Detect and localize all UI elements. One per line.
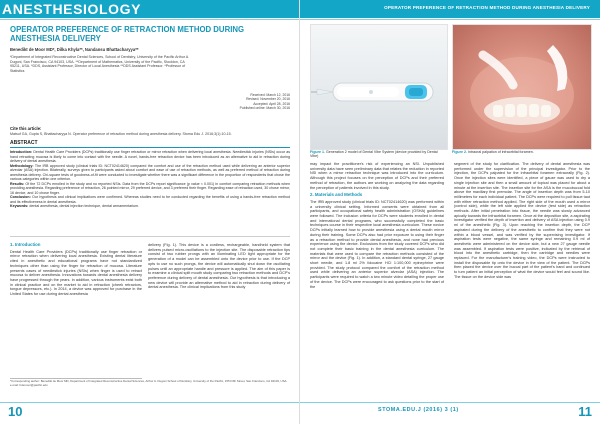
cite-heading: Cite this article: xyxy=(10,126,42,131)
abstract-paragraph: Keywords: dental anesthesia, dental injection technique, dental armamentarium. xyxy=(10,204,140,208)
discussion-text: may impact the practitioner's risk of experiencing an NSI. Unpublished university data have seen preliminary data that relates the reduction in reported NSI when a mirror retraction technique was introduced into the curriculum. Although this project focuses on the perception of DCPs and their preferred method of retraction, the authors are working on analyzing the data regarding the perception of patients involved in this study. xyxy=(310,162,444,190)
journal-name: ANESTHESIOLOGY xyxy=(2,1,142,17)
abstract-paragraph: Conclusion: Our hypothesis and clinical implications were confirmed. Whereas studies need to be conducted regarding the benefits of using a hands-free retraction method and its effectiveness in dental anesthesia. xyxy=(10,195,290,204)
abstract-paragraph: Introduction: Dental Health Care Providers (DCPs) traditionally use finger retraction or mirror retraction when delivering local anesthesia. Needlestick injuries (NSIs) occur as hand retracting mucosa is likely to come into contact with the needle. A novel, hands-free retraction device has been introduced as an alternative to aid in retraction during delivery of dental anesthesia. xyxy=(10,150,291,163)
published-date: Published online: March 30, 2016 xyxy=(239,106,290,111)
abstract-heading: ABSTRACT xyxy=(10,140,38,146)
page-number-right: 11 xyxy=(578,404,592,419)
received-date: Received: March 12, 2016 xyxy=(250,93,290,97)
figure-1-device-photo xyxy=(310,24,448,150)
intraoral-illustration xyxy=(453,25,591,149)
author-affiliations: *Department of Integrated Reconstructive Dental Sciences, School of Dentistry, University of the Pacific Arthur A. Dugoni, San Francisco, CA 94103, USA. **Department of Mathematics, University of the Pacific, Stockton, CA 95211, USA. *DDS, Assistant Professor, Director of Local Anesthesia **DDS Assistant Professor. *Professor of Statistics xyxy=(10,55,190,73)
figure-2-caption: Figure 2. Intraoral palpation of infraorbital foramen. xyxy=(452,150,534,154)
methods-heading: 2. Materials and Methods xyxy=(310,192,363,198)
article-title: OPERATOR PREFERENCE OF RETRACTION METHOD DURING ANESTHESIA DELIVERY xyxy=(10,25,245,43)
intro-column-2: delivery (Fig. 1). This device is a cordless, rechargeable, handheld system that delivers pulsed micro-oscillations to the injection site. The disposable retraction tips consist of two rubber prongs with an illuminating LED light appropriate for the generation of a model can be assembled onto the device prior to use. If the DCP opts to use no such prongs, the device will automatically shut down the oscillating pulses until an appropriate handle and pressure is applied. The aim of this paper is to examine a clinical split mouth study comparing two retraction methods and DCP's preference during delivery of dental anesthesia. Our hypothesis is that introducing a new device will provide an alternative method to aid in retraction during delivery of dental anesthesia. The clinical implications from this study xyxy=(148,243,290,290)
revised-date: Revised: November 20, 2016 xyxy=(246,97,290,102)
right-column-1 xyxy=(310,162,444,289)
abstract-paragraph: Results: Of the 72 DCPs enrolled in the study and no reported NSIs. Data from the DCPs report significance (p value < 0.001) in comfort comparing retraction methods when providing anesthesia. Regarding preference of retraction, 26 pointed mirror, 29 preferred device, and 3 preferred their finger. Regarding ease of retraction used, 30 chose mirror, 16 device, and 10 chose finger. xyxy=(10,181,291,195)
abstract-rule xyxy=(10,147,290,148)
device-illustration xyxy=(311,25,447,149)
abstract-body xyxy=(10,150,290,209)
figure-1-caption: Figure 1. Generation 2 model of Dental Vibe System (device provided by Dental Vibe) xyxy=(310,150,438,159)
accepted-date: Accepted: April 28, 2016 xyxy=(253,101,290,106)
citation-text: Matsuf GA, Gupta S, Bhattacharyya N. Operator preference of retraction method during anesthesia delivery. Stoma Edu J. 2016;3(1):10-15. xyxy=(10,132,232,136)
page-number-left: 10 xyxy=(8,404,23,419)
footer-rule xyxy=(300,402,600,403)
journal-footer: STOMA.EDU.J (2016) 3 (1) xyxy=(378,407,459,413)
abstract-end-rule xyxy=(10,236,290,237)
right-column-2: segment of the study for clarification. The delivery of dental anesthesia was performed under the supervision of the principal investigator. Prior to the injection, the DCPs palpated for the infraorbital foramen extraorally (Fig. 2). Once the injection sites were identified, a piece of gauze was used to dry a single injection site and then a small amount of topical was placed for about a minute at the insertion site. The insertion site for the ASA is the mucobuccal fold above the maxillary first premolar. The angle of insertion depth was from 5-10 millimeters for each individual patient. The DCPs were required to pull tissue taut with either retraction method applied. The right side of the mouth used a mirror (control side), while the left side applied the device (test side) as retraction methods. After initial penetration into tissue, the needle was slowly advanced apically towards the infraorbital foramen. Once at the deposition site, a aspirating investigator verified the depth of insertion and delivery of ASA injection using 0.9 ml of the anesthetic (Fig. 3). Upon reaching the insertion depth, the DCP aspirated during the delivery of the anesthetic to confirm that they were not within a blood vessel, and was verified by the supervising investigator. If aspiration tests were negative, the same syringe and remaining 0.9 ml of anesthetic were administered on the device side, but a new 27 gauge needle was assembled. If aspiration tests were positive, indicated by the retrieval of blood into the anesthetic cartridge, then the cartridge and needles were replaced. For the manufacturer's training video, the DCPs were instructed to install the disposable tip onto the device in the view of the patient. The DCPs then placed the device over the buccal part of the patient's hand and continued to turn patient an initial perception of what the device would feel and sound like. The tissue on the device side was xyxy=(454,162,590,279)
article-dates xyxy=(240,93,290,111)
article-authors: Benedikt de Moor MD*, Dilka Khyla**, Nandansu Bhattacharyya** xyxy=(10,47,139,52)
intro-column-1 xyxy=(10,243,142,297)
header-rule xyxy=(0,19,300,20)
right-page xyxy=(300,0,600,424)
methods-text: The IRB approved study (clinical trials ID: NCT02414620) was performed within a university clinical setting. Informed consents were obtained from all participants, and occupational safety health administration (OSHA) guidelines were followed. The inclusion criteria for DCPs were students enrolled in dental and international dental programs, who successfully completed the basic techniques course in their respective local anesthesia curriculum. These novice DCPs initially learned how to provide anesthesia using a dental mouth mirror during their training. Some DCPs also had prior exposure to using their finger as a retraction method to provide dental anesthesia, and none had previous experience using the device. Exclusions from the study covered DCPs who did not complete their basic training in the dental anesthesia curriculum. The materials that were used to compare the retraction methods consisted of the mirror and the device (Fig. 1). In addition, a standard dental syringe, 27 gauge short needle, and 1.8 ml 2% lidocaine HCl 1:100,000 epinephrine were provided. The study protocol compared the comfort of the retraction method used while delivering an anterior superior alveolar (ASA) injection. The participants were required to watch a two minute video detailing the proper use of the device. The DCPs were encouraged to ask questions prior to the start of the xyxy=(310,199,444,289)
abstract-paragraph: Methodology: The IRB approved study (clinical trials ID: NCT02414620) compared the comfort and use of the retraction method used while delivering an anterior superior alveolar (ASA) injection. Bilaterally, surveys given to participants asked about comfort and ease of use of retraction methods, as well as preferred method of retraction during anesthesia delivery. Chi-square tests of goodness-of-fit were conducted to investigate whether there was a significant difference in the proportion of respondents that chose the various categories within one criterion. xyxy=(10,163,291,181)
intro-text-1: Dental Health Care Providers (DCPs) traditionally use finger retraction or mirror retraction when delivering local anesthesia. Existing dental literature cited in anesthetic and educational programs have not standardized techniques other than using the finger for retraction of mucosa. Literature presents cases of needlestick injuries (NSIs) when finger is used to retract mucosa to deliver anesthesia. Innovations towards dental anesthesia delivery have progressed through the years. In addition, various instruments exist both in clinical practice and on the market to aid in retraction (cheek retractors, tongue depressors, etc.). In 2014, a device was approved for purchase in the United States for use during dental anesthesia xyxy=(10,249,142,297)
footer-rule xyxy=(0,402,300,403)
header-rule xyxy=(300,19,600,20)
intro-heading: 1. Introduction xyxy=(10,242,41,247)
running-title: OPERATOR PREFERENCE OF RETRACTION METHOD DURING ANESTHESIA DELIVERY xyxy=(384,5,590,10)
figure-2-intraoral-photo xyxy=(452,24,592,150)
footnote: *Corresponding author: Benedikt de Moor MD, Department of Integrated Reconstructive Dental Sciences, Arthur A. Dugoni School of Dentistry, University of the Pacific, 155 Fifth Street, San Francisco, CA 94103, USA. e-mail: bdemoor@pacific.edu xyxy=(10,379,288,387)
